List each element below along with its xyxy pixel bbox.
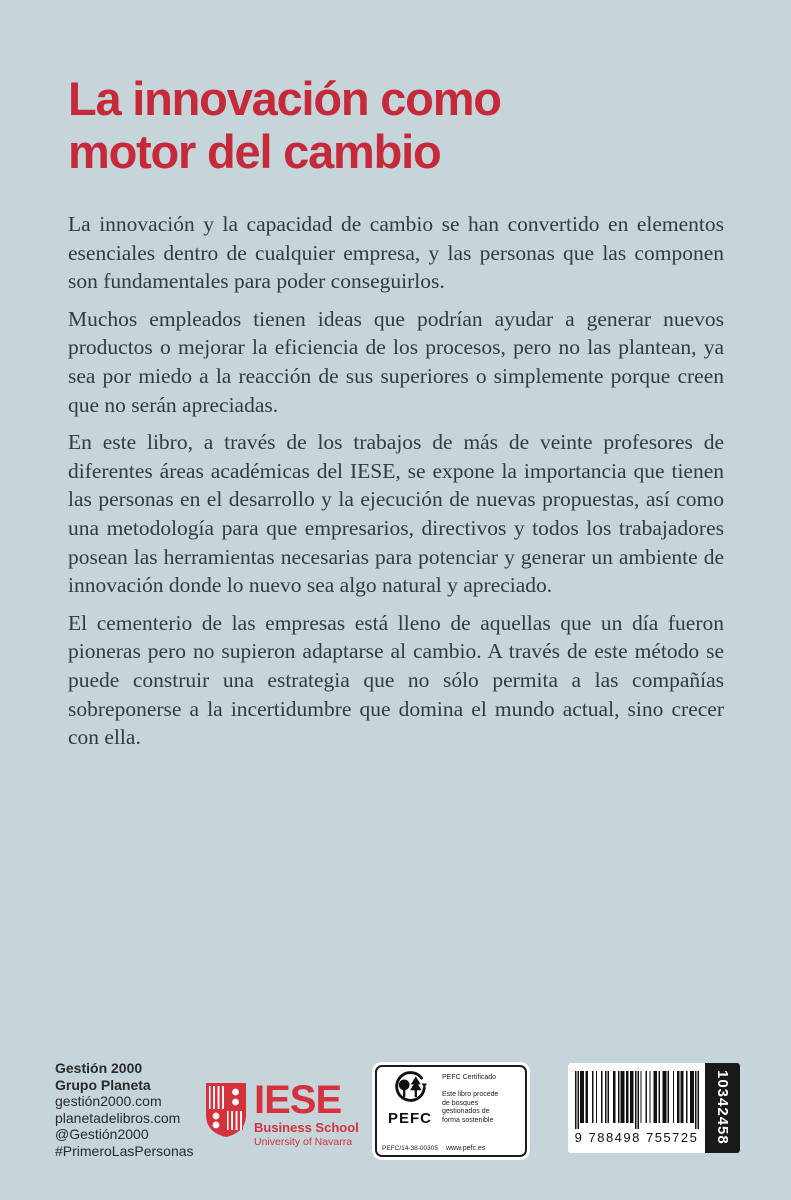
strip-code: 10342458 xyxy=(714,1070,731,1145)
publisher-website-2: planetadelibros.com xyxy=(55,1109,181,1126)
footer-row xyxy=(0,1058,791,1168)
pefc-logo-icon xyxy=(392,1071,428,1110)
publisher-social-handle: @Gestión2000 xyxy=(55,1126,149,1142)
iese-school-label: Business School xyxy=(254,1120,359,1135)
publisher-group: Grupo Planeta xyxy=(55,1076,151,1093)
iese-logo xyxy=(203,1078,359,1148)
imprint-name: Gestión 2000 xyxy=(55,1060,143,1076)
barcode-icon xyxy=(575,1071,699,1129)
paragraph: Muchos empleados tienen ideas que podrían ayudar a generar nuevos productos o mejorar la eficiencia de los procesos, pero no las plantean, ya sea por miedo a la reacción de sus superiores o simplemente porque creen que no serán apreciadas. xyxy=(68,306,724,417)
barcode-strip xyxy=(705,1063,740,1153)
pefc-certified-label: PEFC Certificado xyxy=(442,1074,497,1081)
iese-shield-icon xyxy=(203,1082,249,1143)
iese-wordmark: IESE xyxy=(254,1078,342,1122)
iese-wordmark-block xyxy=(254,1078,359,1148)
back-cover-blurb xyxy=(68,210,724,761)
iese-university-label: University of Navarra xyxy=(254,1136,353,1148)
pefc-label xyxy=(372,1062,530,1160)
paragraph: En este libro, a través de los trabajos de más de veinte profesores de diferentes áreas académicas del IESE, se expone la importancia que tienen las personas en el desarrollo y la ejecución de nuevas propuestas, así como una metodología para que empresarios, directivos y todos los trabajadores posean las herramientas necesarias para potenciar y generar un ambiente de innovación donde lo nuevo sea algo natural y apreciado. xyxy=(68,430,724,598)
pefc-code: PEFC/14-38-00305 xyxy=(382,1145,439,1152)
pefc-claim: Este libro procede de bosques gestionados de forma sostenible xyxy=(442,1091,499,1124)
barcode-digits: 9 788498 755725 xyxy=(574,1130,699,1145)
publisher-hashtag: #PrimeroLasPersonas xyxy=(55,1142,194,1159)
pefc-brand: PEFC xyxy=(387,1110,432,1127)
barcode xyxy=(568,1063,740,1153)
pefc-url: www.pefc.es xyxy=(446,1145,486,1152)
paragraph: El cementerio de las empresas está lleno de aquellas que un día fueron pioneras pero no supieron adaptarse al cambio. A través de este método se puede construir una estrategia que no sólo permita a las compañías sobreponerse a la incertidumbre que domina el mundo actual, sino crecer con ella. xyxy=(68,610,724,750)
publisher-info xyxy=(55,1060,194,1159)
publisher-website: gestión2000.com xyxy=(55,1093,162,1109)
paragraph: La innovación y la capacidad de cambio se han convertido en elementos esenciales dentro de cualquier empresa, y las personas que las componen son fundamentales para poder conseguirlos. xyxy=(68,212,724,294)
book-title: La innovación como motor del cambio xyxy=(68,72,501,178)
